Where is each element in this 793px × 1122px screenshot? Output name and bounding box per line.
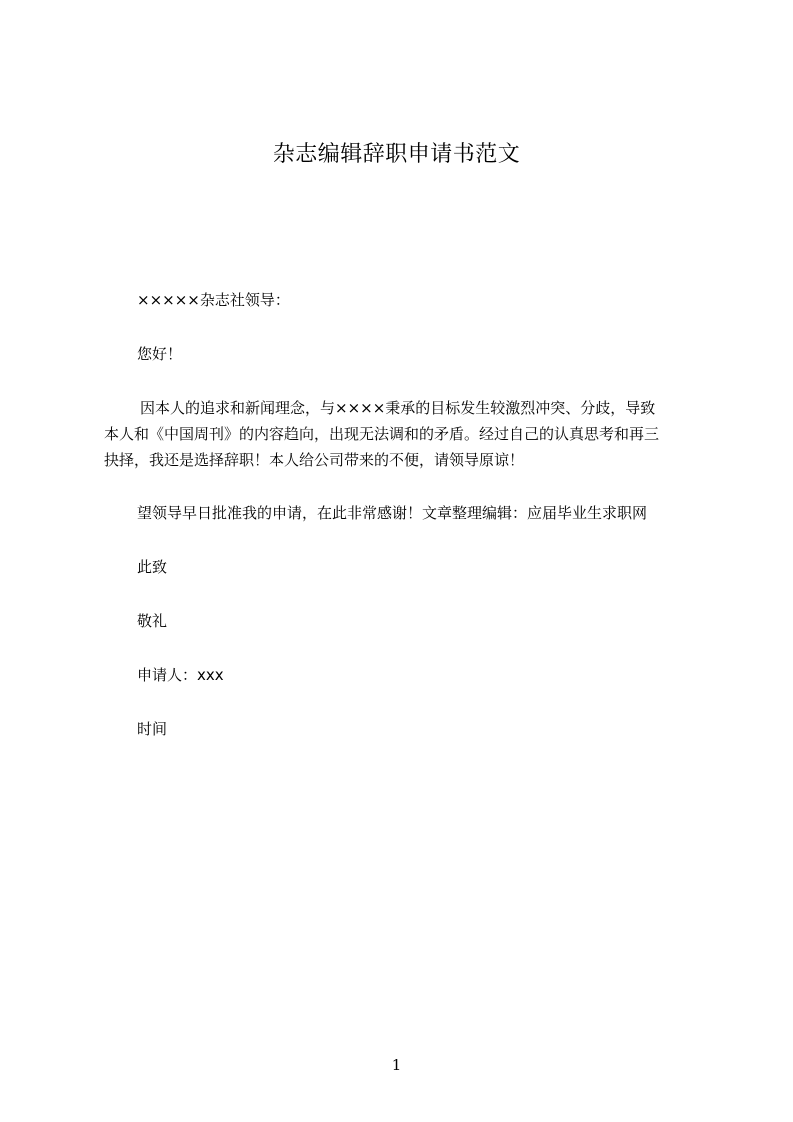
closing-line-1: 此致 (137, 558, 168, 576)
page-number: 1 (391, 1056, 402, 1074)
body-line: 抉择，我还是选择辞职！本人给公司带来的不便，请领导原谅！ (104, 451, 525, 469)
body-paragraph (104, 395, 659, 473)
body-line: 因本人的追求和新闻理念，与××××秉承的目标发生较激烈冲突、分歧，导致 (140, 399, 656, 417)
greeting: 您好！ (137, 345, 183, 363)
closing-line-2: 敬礼 (137, 612, 168, 630)
applicant-line: 申请人：xxx (137, 666, 224, 684)
request-paragraph: 望领导早日批准我的申请，在此非常感谢！文章整理编辑：应届毕业生求职网 (137, 504, 648, 522)
salutation: ×××××杂志社领导： (137, 291, 290, 309)
document-title: 杂志编辑辞职申请书范文 (272, 142, 521, 167)
time-line: 时间 (137, 720, 168, 738)
body-line: 本人和《中国周刊》的内容趋向，出现无法调和的矛盾。经过自己的认真思考和再三 (104, 425, 660, 443)
